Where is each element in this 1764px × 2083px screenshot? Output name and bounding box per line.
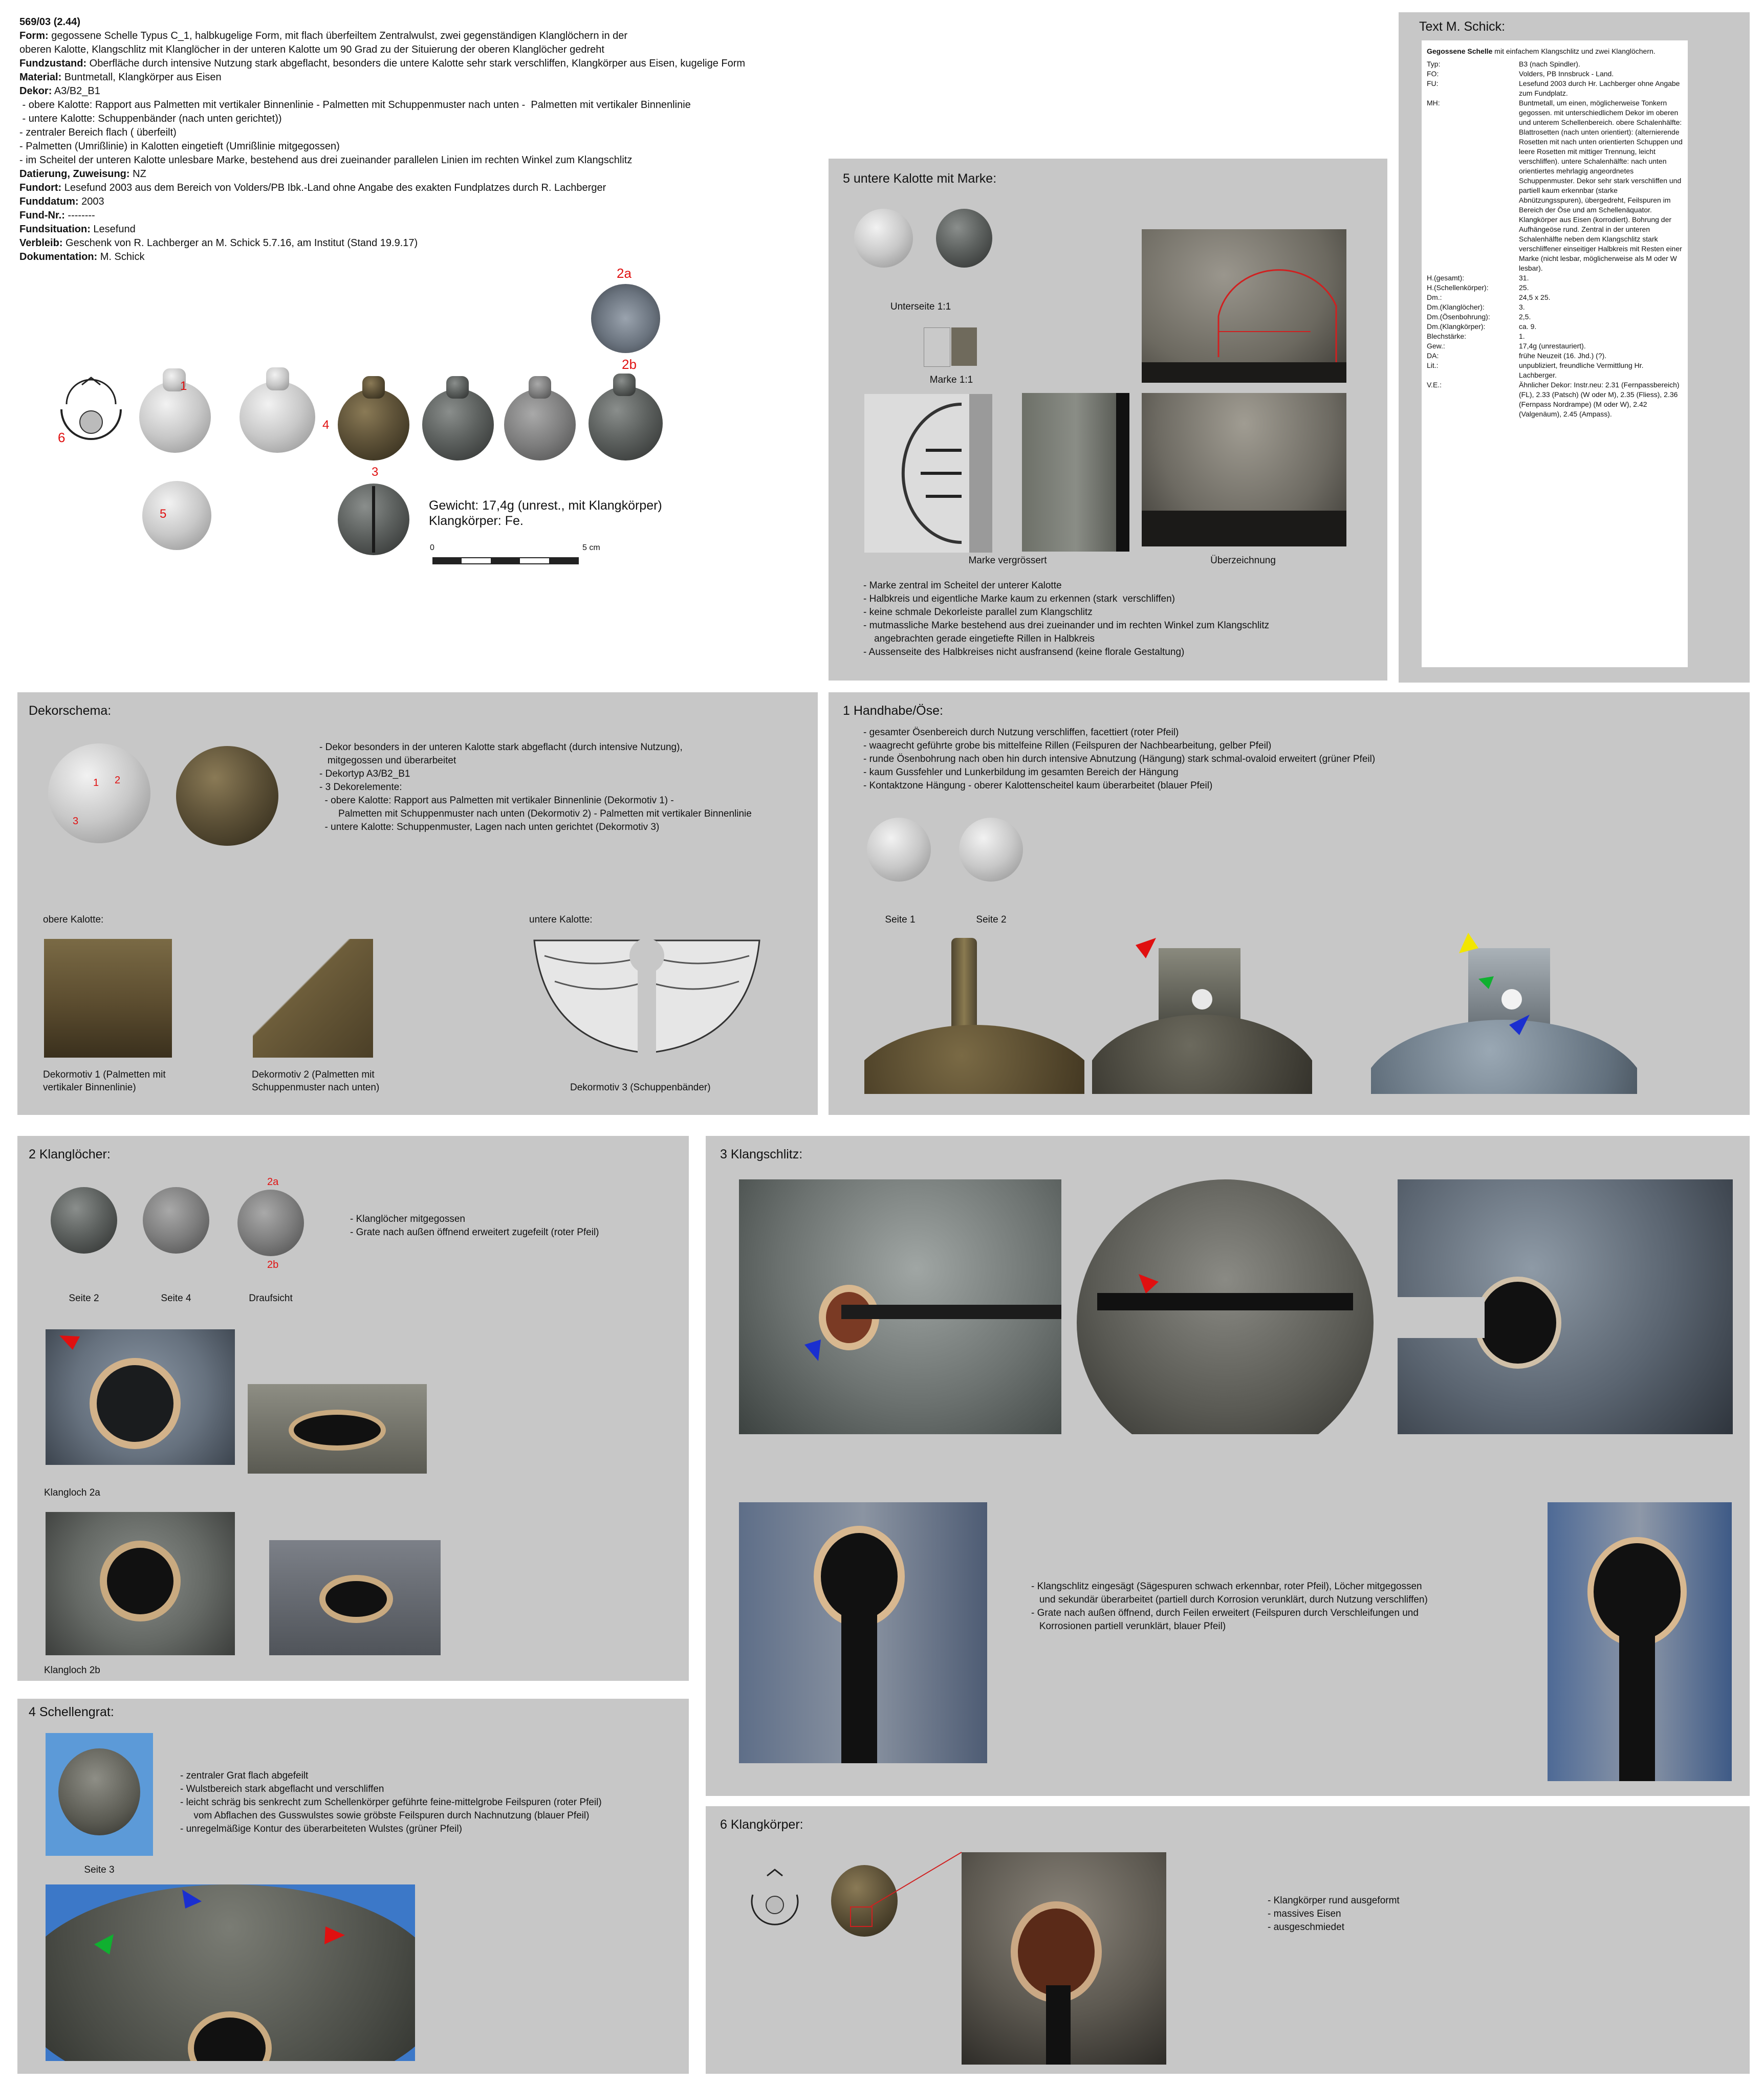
note-line: - waagrecht geführte grobe bis mittelfeine Rillen (Feilspuren der Nachbearbeitung, gelber Pfeil) bbox=[863, 740, 1272, 751]
schick-key: H.(gesamt): bbox=[1427, 274, 1465, 282]
schick-key: Gew.: bbox=[1427, 342, 1445, 350]
schick-row bbox=[1427, 312, 1683, 322]
header-line bbox=[19, 250, 745, 264]
schick-value: Ähnlicher Dekor: Instr.neu: 2.31 (Fernpassbereich) (FL), 2.33 (Patsch) (W oder M), 2.35 (Fliess), 2.36 (Fernpass Nordrampe) (M oder W), 2.42 (Valgenäum), 2.45 (Ampass). bbox=[1519, 381, 1680, 418]
note-line: - Grate nach außen öffnend, durch Feilen erweitert (Feilspuren durch Verschleifungen und bbox=[1031, 1608, 1419, 1618]
caption-seite4: Seite 4 bbox=[161, 1293, 191, 1304]
note-line: - Halbkreis und eigentliche Marke kaum zu erkennen (stark verschliffen) bbox=[863, 594, 1175, 604]
schick-key: V.E.: bbox=[1427, 381, 1442, 389]
panel-klangloecher bbox=[17, 1136, 689, 1681]
note-line: mitgegossen und überarbeitet bbox=[319, 755, 456, 766]
schick-key: H.(Schellenkörper): bbox=[1427, 283, 1489, 292]
panel-title: 5 untere Kalotte mit Marke: bbox=[843, 171, 997, 186]
panel-title: 2 Klanglöcher: bbox=[29, 1147, 111, 1161]
note-line: - zentraler Grat flach abgefeilt bbox=[180, 1770, 309, 1781]
header-line bbox=[19, 84, 745, 98]
header-line bbox=[19, 236, 745, 250]
header-value: gegossene Schelle Typus C_1, halbkugelige Form, mit flach überfeiltem Zentralwulst, zwei gegenständigen Klanglöchern in der bbox=[48, 30, 628, 41]
header-label: Verbleib: bbox=[19, 237, 63, 249]
loop-drawing bbox=[266, 367, 289, 390]
label-5: 5 bbox=[160, 507, 167, 521]
schick-key: Dm.(Ösenbohrung): bbox=[1427, 313, 1490, 321]
schellengrat-arrows bbox=[17, 1699, 689, 2074]
overdrawing-photo bbox=[1142, 229, 1346, 383]
schick-row bbox=[1427, 69, 1683, 79]
schick-key: Typ: bbox=[1427, 60, 1441, 68]
note-line: vom Abflachen des Gusswulstes sowie gröbste Feilspuren durch Nachnutzung (blauer Pfeil) bbox=[180, 1810, 590, 1821]
header-line bbox=[19, 15, 745, 29]
catalog-header bbox=[19, 15, 745, 264]
body-text: Klangkörper: Fe. bbox=[429, 514, 524, 528]
note-line: - Wulstbereich stark abgeflacht und verschliffen bbox=[180, 1784, 384, 1794]
schick-row bbox=[1427, 341, 1683, 351]
header-label: Fundort: bbox=[19, 182, 62, 193]
header-value: - Palmetten (Umrißlinie) in Kalotten eingetieft (Umrißlinie mitgegossen) bbox=[19, 141, 340, 152]
schick-text-card bbox=[1422, 40, 1688, 667]
label-obere: obere Kalotte: bbox=[43, 914, 104, 925]
bell-drawing-bottom bbox=[142, 481, 211, 550]
bell-drawing-side1 bbox=[139, 381, 211, 453]
mark-outline bbox=[864, 394, 992, 553]
caption-unterseite: Unterseite 1:1 bbox=[890, 301, 951, 312]
header-line bbox=[19, 57, 745, 71]
body-closeup-photo bbox=[962, 1852, 1166, 2065]
panel-title: 4 Schellengrat: bbox=[29, 1705, 114, 1719]
decor-label-1: 1 bbox=[93, 777, 99, 788]
header-value: oberen Kalotte, Klangschlitz mit Klanglöcher in der unteren Kalotte um 90 Grad zu der Situierung der oberen Klanglöcher gedreht bbox=[19, 44, 604, 55]
section-drawing bbox=[46, 374, 136, 461]
schick-value: Volders, PB Innsbruck - Land. bbox=[1519, 70, 1614, 78]
note-line: - keine schmale Dekorleiste parallel zum Klangschlitz bbox=[863, 607, 1093, 618]
note-line: - Dekor besonders in der unteren Kalotte stark abgeflacht (durch intensive Nutzung), bbox=[319, 742, 683, 753]
header-value: Oberfläche durch intensive Nutzung stark abgeflacht, besonders die untere Kalotte sehr stark verschliffen, Klangkörper aus Eisen, kugelige Form bbox=[86, 58, 746, 69]
schick-intro: Gegossene Schelle mit einfachem Klangschlitz und zwei Klanglöchern. bbox=[1427, 47, 1656, 55]
header-line bbox=[19, 167, 745, 181]
decor-motif3-drawing bbox=[529, 935, 765, 1058]
schick-key: FO: bbox=[1427, 70, 1439, 78]
note-line: - Klangschlitz eingesägt (Sägespuren schwach erkennbar, roter Pfeil), Löcher mitgegossen bbox=[1031, 1581, 1422, 1592]
caption-klangloch-2b: Klangloch 2b bbox=[44, 1665, 100, 1676]
note-line: - kaum Gussfehler und Lunkerbildung im gesamten Bereich der Hängung bbox=[863, 767, 1179, 778]
loop-photo bbox=[613, 374, 636, 396]
handhabe-arrows bbox=[829, 692, 1750, 1115]
scale-band-drawing bbox=[529, 935, 765, 1058]
header-line bbox=[19, 43, 745, 57]
header-value: Lesefund bbox=[90, 224, 136, 235]
header-value: M. Schick bbox=[97, 251, 145, 262]
header-line bbox=[19, 112, 745, 126]
detail-connector bbox=[706, 1806, 1750, 2074]
schick-row bbox=[1427, 283, 1683, 293]
schick-row bbox=[1427, 322, 1683, 332]
label-2b: 2b bbox=[622, 357, 637, 372]
caption-seite2: Seite 2 bbox=[976, 914, 1007, 925]
schick-key: MH: bbox=[1427, 99, 1440, 107]
bell-photo-side2 bbox=[422, 389, 494, 461]
bell-photo-bottom bbox=[936, 209, 992, 268]
mark-photo-side bbox=[1142, 393, 1346, 546]
schick-key: DA: bbox=[1427, 352, 1439, 360]
note-line: und sekundär überarbeitet (partiell durch Korrosion verunklärt, durch Nutzung verschliffen) bbox=[1031, 1594, 1428, 1605]
bell-drawing-side2 bbox=[239, 381, 315, 453]
panel-klangkoerper bbox=[706, 1806, 1750, 2074]
note-line: - gesamter Ösenbereich durch Nutzung verschliffen, facettiert (roter Pfeil) bbox=[863, 727, 1179, 738]
klangkoerper-notes bbox=[1268, 1894, 1400, 1934]
schick-value: 1. bbox=[1519, 332, 1525, 340]
caption-klangloch-2a: Klangloch 2a bbox=[44, 1487, 100, 1498]
schick-value: 24,5 x 25. bbox=[1519, 293, 1551, 301]
bell-photo-decor bbox=[176, 746, 278, 846]
schick-value: 3. bbox=[1519, 303, 1525, 311]
panel-marke bbox=[829, 159, 1387, 681]
schick-row bbox=[1427, 79, 1683, 98]
schick-key: Blechstärke: bbox=[1427, 332, 1467, 340]
dekor-notes bbox=[319, 741, 752, 834]
panel-title: 6 Klangkörper: bbox=[720, 1817, 803, 1832]
header-value: 2003 bbox=[78, 196, 104, 207]
panel-dekorschema bbox=[17, 692, 818, 1115]
note-line: - Klangkörper rund ausgeformt bbox=[1268, 1895, 1400, 1906]
label-4: 4 bbox=[322, 418, 330, 432]
loop-photo bbox=[362, 376, 385, 399]
schick-value: Buntmetall, um einen, möglicherweise Tonkern gegossen. mit unterschiedlichem Dekor im oberen und unterem Schellenbereich. obere Schalenhälfte: Blattrosetten (nach unten orientiert): (alternierende Rosetten mit nach unten orientierten Schuppen und leere Rosetten mit mittiger Trennung, leicht verschliffen). untere Schalenhälfte: nach unten orientiertes mehrlagig angeordnetes Schuppenmuster. Dekor sehr stark verschliffen und partiell kaum erkennbar (starke Abnützungsspuren), übergedreht, Feilspuren im Bereich der Öse und am Schellenäquator. Klangkörper aus Eisen (korrodiert). Bohrung der Aufhängeöse rund. Zentral in der unteren Schalenhälfte neben dem Klangschlitz stark verschliffener einseitiger Halbkreis mit Resten einer Marke (nicht lesbar, möglicherweise als M oder W lesbar). bbox=[1519, 99, 1683, 272]
header-line bbox=[19, 223, 745, 236]
schick-rows bbox=[1427, 59, 1683, 419]
note-line: Korrosionen partiell verunklärt, blauer Pfeil) bbox=[1031, 1621, 1226, 1632]
label-1: 1 bbox=[180, 379, 187, 393]
schick-row bbox=[1427, 293, 1683, 302]
header-value: - im Scheitel der unteren Kalotte unlesbare Marke, bestehend aus drei zueinander parallelen Linien im rechten Winkel zum Klangschlitz bbox=[19, 155, 633, 166]
label-6: 6 bbox=[58, 430, 66, 445]
caption-seite3: Seite 3 bbox=[84, 1865, 115, 1875]
caption-motif2-l2: Schuppenmuster nach unten) bbox=[252, 1082, 380, 1093]
header-label: Funddatum: bbox=[19, 196, 79, 207]
schick-key: Dm.: bbox=[1427, 293, 1442, 301]
label-3: 3 bbox=[372, 465, 379, 479]
header-value: Lesefund 2003 aus dem Bereich von Volders/PB Ibk.-Land ohne Angabe des exakten Fundplatzes durch R. Lachberger bbox=[61, 182, 606, 193]
header-value: -------- bbox=[64, 210, 95, 221]
yellow-arrow bbox=[1459, 933, 1478, 953]
header-label: Fundsituation: bbox=[19, 224, 91, 235]
header-value: NZ bbox=[129, 168, 146, 180]
mark-drawing-1to1 bbox=[924, 327, 950, 367]
red-arrow bbox=[324, 1926, 345, 1944]
note-line: angebrachten gerade eingetiefte Rillen in Halbkreis bbox=[863, 633, 1095, 644]
klangschlitz-arrows bbox=[706, 1136, 1750, 1796]
header-label: Fund-Nr.: bbox=[19, 210, 65, 221]
caption-draufsicht: Draufsicht bbox=[249, 1293, 293, 1304]
blue-arrow bbox=[1509, 1015, 1530, 1035]
scale-start: 0 bbox=[430, 543, 434, 552]
bell-photo-side4 bbox=[338, 389, 409, 461]
panel-title: Dekorschema: bbox=[29, 704, 112, 718]
loop-photo bbox=[446, 376, 469, 399]
schick-value: 25. bbox=[1519, 283, 1529, 292]
header-line bbox=[19, 140, 745, 154]
schick-key: Dm.(Klanglöcher): bbox=[1427, 303, 1485, 311]
mark-drawing-enlarged bbox=[864, 394, 992, 553]
header-value: A3/B2_B1 bbox=[52, 85, 100, 97]
caption-motif3: Dekormotiv 3 (Schuppenbänder) bbox=[570, 1082, 711, 1093]
note-line: - Grate nach außen öffnend erweitert zugefeilt (roter Pfeil) bbox=[350, 1227, 599, 1238]
header-line bbox=[19, 195, 745, 209]
note-line: - runde Ösenbohrung nach oben hin durch intensive Abnutzung (Hängung) stark schmal-ovaloid erweitert (grüner Pfeil) bbox=[863, 754, 1376, 764]
header-label: Dekor: bbox=[19, 85, 52, 97]
bell-drawing-decor bbox=[48, 743, 150, 843]
red-arrow bbox=[1139, 1274, 1159, 1293]
schick-value: ca. 9. bbox=[1519, 322, 1537, 331]
caption-seite2: Seite 2 bbox=[69, 1293, 99, 1304]
schick-value: 17,4g (unrestauriert). bbox=[1519, 342, 1586, 350]
header-label: Form: bbox=[19, 30, 49, 41]
decor-motif2-photo bbox=[253, 939, 373, 1058]
note-line: - obere Kalotte: Rapport aus Palmetten mit vertikaler Binnenlinie (Dekormotiv 1) - bbox=[319, 795, 674, 806]
panel-klangschlitz bbox=[706, 1136, 1750, 1796]
note-line: - 3 Dekorelemente: bbox=[319, 782, 402, 793]
header-value: - obere Kalotte: Rapport aus Palmetten mit vertikaler Binnenlinie - Palmetten mit Schuppenmuster nach unten - Palmetten mit vertikaler Binnenlinie bbox=[19, 99, 691, 111]
note-line: - leicht schräg bis senkrecht zum Schellenkörper geführte feine-mittelgrobe Feilspuren (roter Pfeil) bbox=[180, 1797, 602, 1808]
scale-bar bbox=[432, 554, 586, 569]
overdrawing-lines bbox=[1142, 229, 1346, 383]
blue-arrow bbox=[804, 1340, 821, 1361]
caption-motif1-l1: Dekormotiv 1 (Palmetten mit bbox=[43, 1069, 166, 1080]
note-line: - unregelmäßige Kontur des überarbeiteten Wulstes (grüner Pfeil) bbox=[180, 1824, 462, 1834]
green-arrow bbox=[1478, 976, 1494, 989]
decor-motif1-photo bbox=[44, 939, 172, 1058]
header-label: 569/03 (2.44) bbox=[19, 16, 80, 28]
header-line bbox=[19, 209, 745, 223]
bell-photo-top bbox=[589, 386, 663, 461]
mark-photo-1to1 bbox=[951, 327, 977, 366]
schick-row bbox=[1427, 98, 1683, 273]
schick-key: Lit.: bbox=[1427, 361, 1439, 369]
caption-seite1: Seite 1 bbox=[885, 914, 916, 925]
note-line: - untere Kalotte: Schuppenmuster, Lagen nach unten gerichtet (Dekormotiv 3) bbox=[319, 822, 660, 832]
schick-row bbox=[1427, 273, 1683, 283]
header-value: Buntmetall, Klangkörper aus Eisen bbox=[61, 72, 222, 83]
note-line: - Aussenseite des Halbkreises nicht ausfransend (keine florale Gestaltung) bbox=[863, 647, 1185, 657]
schick-row bbox=[1427, 361, 1683, 380]
note-line: Palmetten mit Schuppenmuster nach unten (Dekormotiv 2) - Palmetten mit vertikaler Binnenlinie bbox=[319, 808, 752, 819]
caption-ueberzeichnung: Überzeichnung bbox=[1210, 555, 1276, 566]
header-line bbox=[19, 98, 745, 112]
decor-label-2: 2 bbox=[115, 775, 121, 786]
panel-title: Text M. Schick: bbox=[1419, 19, 1506, 34]
header-label: Fundzustand: bbox=[19, 58, 87, 69]
decor-label-3: 3 bbox=[73, 816, 79, 827]
header-label: Material: bbox=[19, 72, 62, 83]
note-line: - massives Eisen bbox=[1268, 1909, 1341, 1919]
caption-motif2-l1: Dekormotiv 2 (Palmetten mit bbox=[252, 1069, 375, 1080]
panel-handhabe bbox=[829, 692, 1750, 1115]
marke-notes bbox=[863, 579, 1269, 659]
schick-row bbox=[1427, 351, 1683, 361]
caption-motif1-l2: vertikaler Binnenlinie) bbox=[43, 1082, 136, 1093]
note-line: - Klanglöcher mitgegossen bbox=[350, 1214, 465, 1224]
mark-photo-enlarged bbox=[1022, 393, 1129, 552]
schick-value: frühe Neuzeit (16. Jhd.) (?). bbox=[1519, 352, 1607, 360]
panel-schick bbox=[1399, 12, 1750, 683]
label-2a: 2a bbox=[617, 266, 631, 281]
blue-arrow bbox=[182, 1890, 202, 1909]
note-line: - Kontaktzone Hängung - oberer Kalottenscheitel kaum überarbeitet (blauer Pfeil) bbox=[863, 780, 1213, 791]
schick-value: B3 (nach Spindler). bbox=[1519, 60, 1580, 68]
header-line bbox=[19, 29, 745, 43]
panel-schellengrat bbox=[17, 1699, 689, 2074]
label-2a: 2a bbox=[267, 1176, 279, 1188]
note-line: - Dekortyp A3/B2_B1 bbox=[319, 769, 410, 779]
header-line bbox=[19, 154, 745, 167]
klangloecher-arrows bbox=[17, 1136, 689, 1681]
caption-vergroessert: Marke vergrössert bbox=[968, 555, 1047, 566]
loop-photo bbox=[529, 376, 551, 399]
header-line bbox=[19, 126, 745, 140]
bell-drawing-bottom bbox=[854, 209, 913, 268]
bell-photo-side3 bbox=[504, 389, 576, 461]
label-untere: untere Kalotte: bbox=[529, 914, 593, 925]
note-line: - Marke zentral im Scheitel der unterer Kalotte bbox=[863, 580, 1062, 591]
green-arrow bbox=[94, 1934, 114, 1955]
weight-text: Gewicht: 17,4g (unrest., mit Klangkörper) bbox=[429, 498, 662, 513]
schick-row bbox=[1427, 59, 1683, 69]
header-value: - untere Kalotte: Schuppenbänder (nach unten gerichtet)) bbox=[19, 113, 282, 124]
header-value: Geschenk von R. Lachberger an M. Schick 5.7.16, am Institut (Stand 19.9.17) bbox=[62, 237, 418, 249]
header-label: Dokumentation: bbox=[19, 251, 98, 262]
schick-value: Lesefund 2003 durch Hr. Lachberger ohne Angabe zum Fundplatz. bbox=[1519, 79, 1680, 97]
note-line: - mutmassliche Marke bestehend aus drei zueinander und im rechten Winkel zum Klangschlitz bbox=[863, 620, 1270, 631]
note-line: - ausgeschmiedet bbox=[1268, 1922, 1344, 1933]
schick-key: Dm.(Klangkörper): bbox=[1427, 322, 1486, 331]
panel-title: 3 Klangschlitz: bbox=[720, 1147, 803, 1161]
schick-key: FU: bbox=[1427, 79, 1439, 87]
header-line bbox=[19, 181, 745, 195]
header-line bbox=[19, 71, 745, 84]
header-value: - zentraler Bereich flach ( überfeilt) bbox=[19, 127, 177, 138]
slit bbox=[372, 486, 375, 553]
schick-row bbox=[1427, 302, 1683, 312]
label-2b: 2b bbox=[267, 1259, 279, 1270]
panel-title: 1 Handhabe/Öse: bbox=[843, 704, 943, 718]
red-arrow bbox=[1136, 938, 1156, 958]
schick-value: 31. bbox=[1519, 274, 1529, 282]
schick-value: unpubliziert, freundliche Vermittlung Hr. Lachberger. bbox=[1519, 361, 1644, 379]
caption-marke11: Marke 1:1 bbox=[929, 375, 973, 385]
red-arrow bbox=[59, 1335, 80, 1350]
schick-row bbox=[1427, 332, 1683, 341]
scale-end: 5 cm bbox=[582, 543, 600, 552]
header-label: Datierung, Zuweisung: bbox=[19, 168, 130, 180]
schick-row bbox=[1427, 380, 1683, 419]
bell-photo-top-closeup bbox=[591, 284, 660, 353]
schick-value: 2,5. bbox=[1519, 313, 1531, 321]
